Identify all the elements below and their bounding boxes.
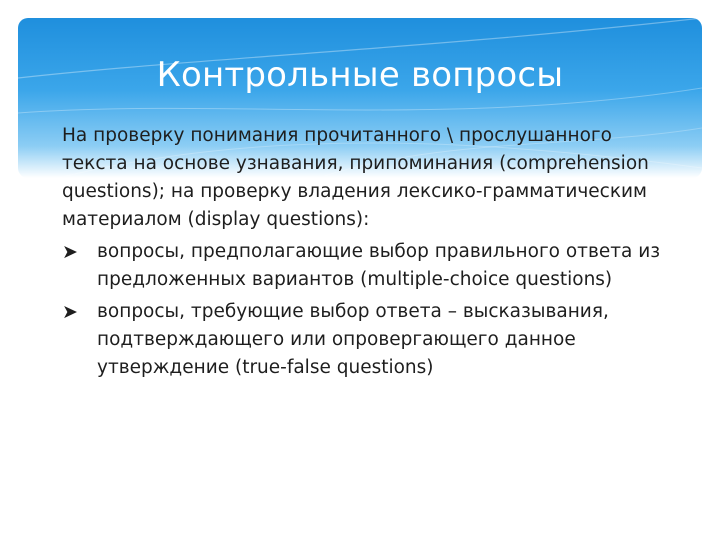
- bullet-text: вопросы, требующие выбор ответа – высказывания, подтверждающего или опровергающего данное утверждение (true-false questions): [97, 301, 609, 378]
- slide-title: Контрольные вопросы: [156, 55, 564, 95]
- slide-body: [62, 122, 662, 382]
- bullet-text: вопросы, предполагающие выбор правильного ответа из предложенных вариантов (multiple-choice questions): [97, 241, 661, 290]
- arrow-bullet-icon: ➤: [62, 241, 78, 263]
- intro-paragraph: На проверку понимания прочитанного \ прослушанного текста на основе узнавания, припоминания (comprehension questions); на проверку владения лексико-грамматическим материалом (display questions):: [62, 125, 649, 230]
- bullet-item: [62, 238, 662, 294]
- bullet-item: [62, 298, 662, 382]
- arrow-bullet-icon: ➤: [62, 301, 78, 323]
